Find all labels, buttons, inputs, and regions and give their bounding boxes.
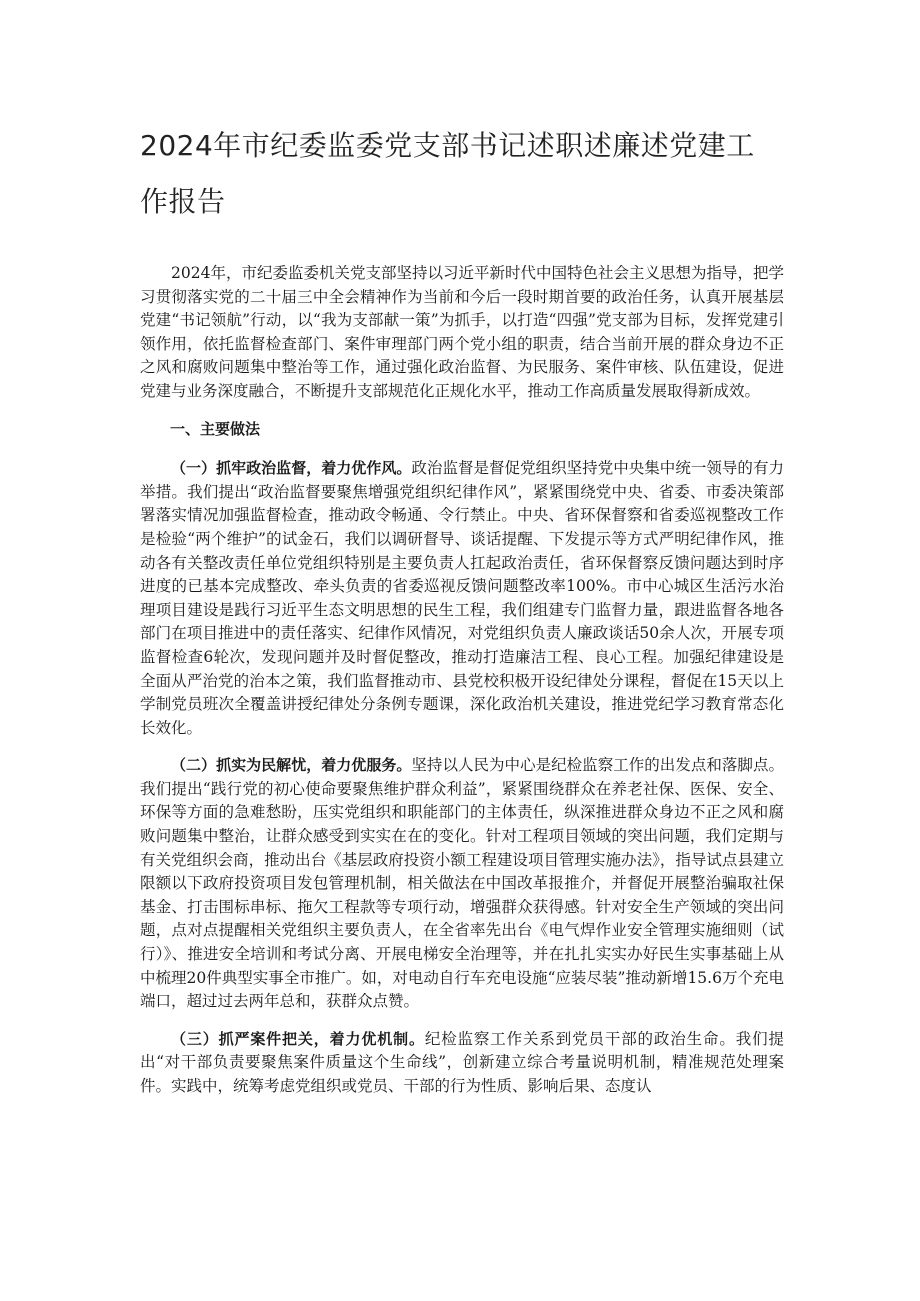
item-paragraph (140, 1028, 784, 1099)
item-paragraph (140, 457, 784, 740)
item-text: 政治监督是督促党组织坚持党中央集中统一领导的有力举措。我们提出“政治监督要聚焦增强党组织纪律作风”，紧紧围绕党中央、省委、市委决策部署落实情况加强监督检查，推动政令畅通、令行禁止。中央、省环保督察和省委巡视整改工作是检验“两个维护”的试金石，我们以调研督导、谈话提醒、下发提示等方式严明纪律作风，推动各有关整改责任单位党组织特别是主要负责人扛起政治责任，省环保督察反馈问题达到时序进度的已基本完成整改、牵头负责的省委巡视反馈问题整改率100%。市中心城区生活污水治理项目建设是践行习近平生态文明思想的民生工程，我们组建专门监督力量，跟进监督各地各部门在项目推进中的责任落实、纪律作风情况，对党组织负责人廉政谈话50余人次，开展专项监督检查6轮次，发现问题并及时督促整改，推动打造廉洁工程、良心工程。加强纪律建设是全面从严治党的治本之策，我们监督推动市、县党校积极开设纪律处分课程，督促在15天以上学制党员班次全覆盖讲授纪律处分条例专题课，深化政治机关建设，推进党纪学习教育常态化长效化。 (140, 459, 784, 737)
item-lead: （一）抓牢政治监督，着力优作风。 (171, 459, 412, 478)
document-body (140, 262, 784, 1113)
section-heading: 一、主要做法 (170, 419, 261, 438)
item-paragraph (140, 754, 784, 1014)
item-lead: （二）抓实为民解忧，着力优服务。 (171, 756, 412, 775)
item-text: 纪检监察工作关系到党员干部的政治生命。我们提出“对干部负责要聚焦案件质量这个生命线”，创新建立综合考量说明机制，精准规范处理案件。实践中，统筹考虑党组织或党员、干部的行为性质、影响后果、态度认 (140, 1029, 784, 1095)
document-title: 2024年市纪委监委党支部书记述职述廉述党建工作报告 (140, 129, 755, 218)
item-lead: （三）抓严案件把关，着力优机制。 (171, 1029, 425, 1048)
item-text: 坚持以人民为中心是纪检监察工作的出发点和落脚点。我们提出“践行党的初心使命要聚焦维护群众利益”，紧紧围绕群众在养老社保、医保、安全、环保等方面的急难愁盼，压实党组织和职能部门的主体责任，纵深推进群众身边不正之风和腐败问题集中整治，让群众感受到实实在在的变化。针对工程项目领域的突出问题，我们定期与有关党组织会商，推动出台《基层政府投资小额工程建设项目管理实施办法》，指导试点县建立限额以下政府投资项目发包管理机制，相关做法在中国改革报推介，并督促开展整治骗取社保基金、打击围标串标、拖欠工程款等专项行动，增强群众获得感。针对安全生产领域的突出问题，点对点提醒相关党组织主要负责人，在全省率先出台《电气焊作业安全管理实施细则（试行）》、推进安全培训和考试分离、开展电梯安全治理等，并在扎扎实实办好民生实事基础上从中梳理20件典型实事全市推广。如，对电动自行车充电设施“应装尽装”推动新增15.6万个充电端口，超过过去两年总和，获群众点赞。 (140, 756, 784, 1011)
intro-paragraph: 2024年，市纪委监委机关党支部坚持以习近平新时代中国特色社会主义思想为指导，把学习贯彻落实党的二十届三中全会精神作为当前和今后一段时期首要的政治任务，认真开展基层党建“书记领航”行动，以“我为支部献一策”为抓手，以打造“四强”党支部为目标，发挥党建引领作用，依托监督检查部门、案件审理部门两个党小组的职责，结合当前开展的群众身边不正之风和腐败问题集中整治等工作，通过强化政治监督、为民服务、案件审核、队伍建设，促进党建与业务深度融合，不断提升支部规范化正规化水平，推动工作高质量发展取得新成效。 (140, 264, 784, 400)
